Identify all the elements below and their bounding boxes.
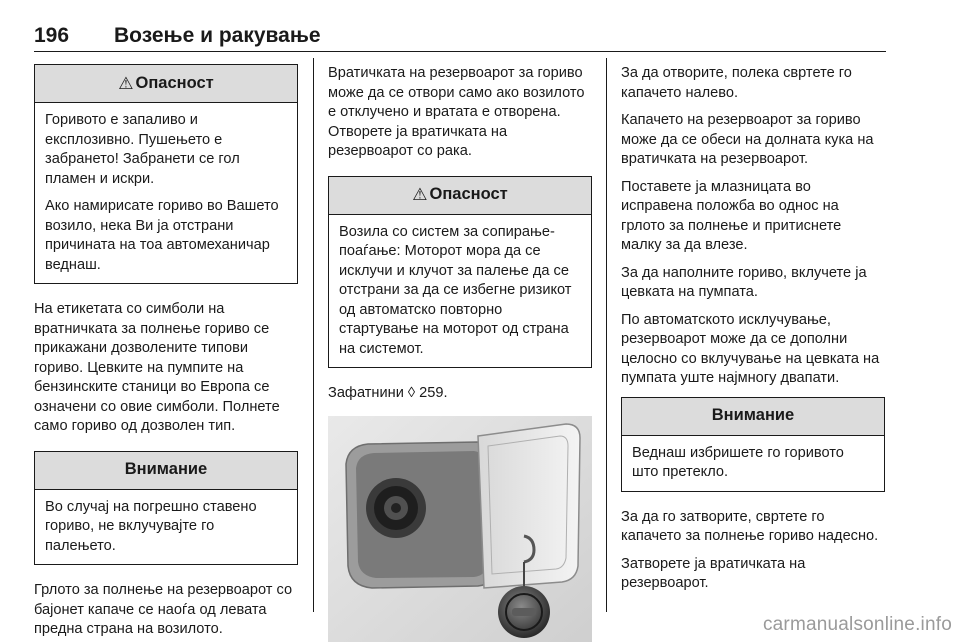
caution-box-body [35, 490, 297, 565]
column-right [621, 64, 885, 602]
body-paragraph: Затворете ја вратичката на резервоарот. [621, 555, 806, 591]
column-divider [313, 58, 314, 612]
column-left [34, 64, 298, 642]
fuel-filler-door-photo [328, 416, 592, 642]
body-paragraph: За да го затворите, свртете го капачето за полнење гориво надесно. [621, 508, 879, 544]
danger-box-header [329, 177, 591, 215]
danger-box [328, 176, 592, 369]
watermark: carmanualsonline.info [762, 614, 952, 635]
page-header [34, 22, 886, 52]
column-divider [606, 58, 607, 612]
caution-text: Во случај на погрешно ставено гориво, не вклучувајте го палењето. [45, 498, 257, 554]
body-paragraph: Капачето на резервоарот за гориво може да се обеси на долната кука на вратичката на резервоарот. [621, 112, 874, 167]
danger-box-title: Опасност [135, 73, 214, 92]
body-paragraph: За да отворите, полека свртете го капачето налево. [621, 65, 852, 101]
danger-box-title: Опасност [429, 185, 508, 204]
danger-box-header [35, 65, 297, 103]
danger-text: Возила со систем за сопирање-поаѓање: Моторот мора да се исклучи и клучот за палење да се отстрани за да се избегне ризикот од автоматско повторно стартување на моторот од страна на системот. [339, 223, 572, 357]
caution-box-body [622, 436, 884, 491]
body-paragraph: На етикетата со симболи на вратничката за полнење гориво се прикажани дозволените типови гориво. Цевките на пумпите на бензинските станици во Европа се означени со овие симболи. Полнете само гориво од дозволен тип. [34, 301, 280, 434]
danger-box-body [329, 215, 591, 368]
caution-box-title: Внимание [124, 460, 208, 479]
body-paragraph: Поставете ја млазницата во исправена положба во однос на грлото за полнење и притиснете малку за да влезе. [621, 178, 842, 253]
caution-box [34, 451, 298, 566]
caution-box-header [35, 452, 297, 490]
page-number: 196 [34, 24, 70, 47]
caution-box [621, 397, 885, 492]
caution-box-title: Внимание [711, 406, 795, 425]
body-paragraph: Вратичката на резервоарот за гориво може да се отвори само ако возилото е отклучено и вратата е отворена. Отворете ја вратичката на резервоарот со рака. [328, 65, 585, 159]
body-paragraph: Грлото за полнење на резервоарот со бајонет капаче се наоѓа од левата предна страна на возилото. [34, 582, 293, 637]
fuel-filler-door-illustration [328, 416, 592, 642]
cross-reference[interactable]: Зафатнини ◊ 259. [328, 385, 448, 401]
warning-triangle-icon: ⚠ [412, 185, 428, 205]
column-middle [328, 64, 592, 642]
danger-text: Ако намирисате гориво во Вашето возило, нека Ви ја отстрани причината на тоа автомеханичар веднаш. [45, 198, 279, 273]
caution-box-header [622, 398, 884, 436]
danger-box-body [35, 103, 297, 283]
danger-box [34, 64, 298, 284]
warning-triangle-icon: ⚠ [118, 73, 134, 93]
danger-text: Горивото е запаливо и експлозивно. Пушењето е забрането! Забранети се гол пламен и искри. [45, 112, 240, 187]
body-paragraph: По автоматското исклучување, резервоарот може да се дополни целосно со вклучување на цевката на пумпата уште најмногу двапати. [621, 311, 880, 386]
caution-text: Веднаш избришете го горивото што претекло. [632, 444, 844, 480]
chapter-title: Возење и ракување [114, 24, 321, 47]
body-paragraph: За да наполните гориво, вклучете ја цевката на пумпата. [621, 264, 867, 300]
